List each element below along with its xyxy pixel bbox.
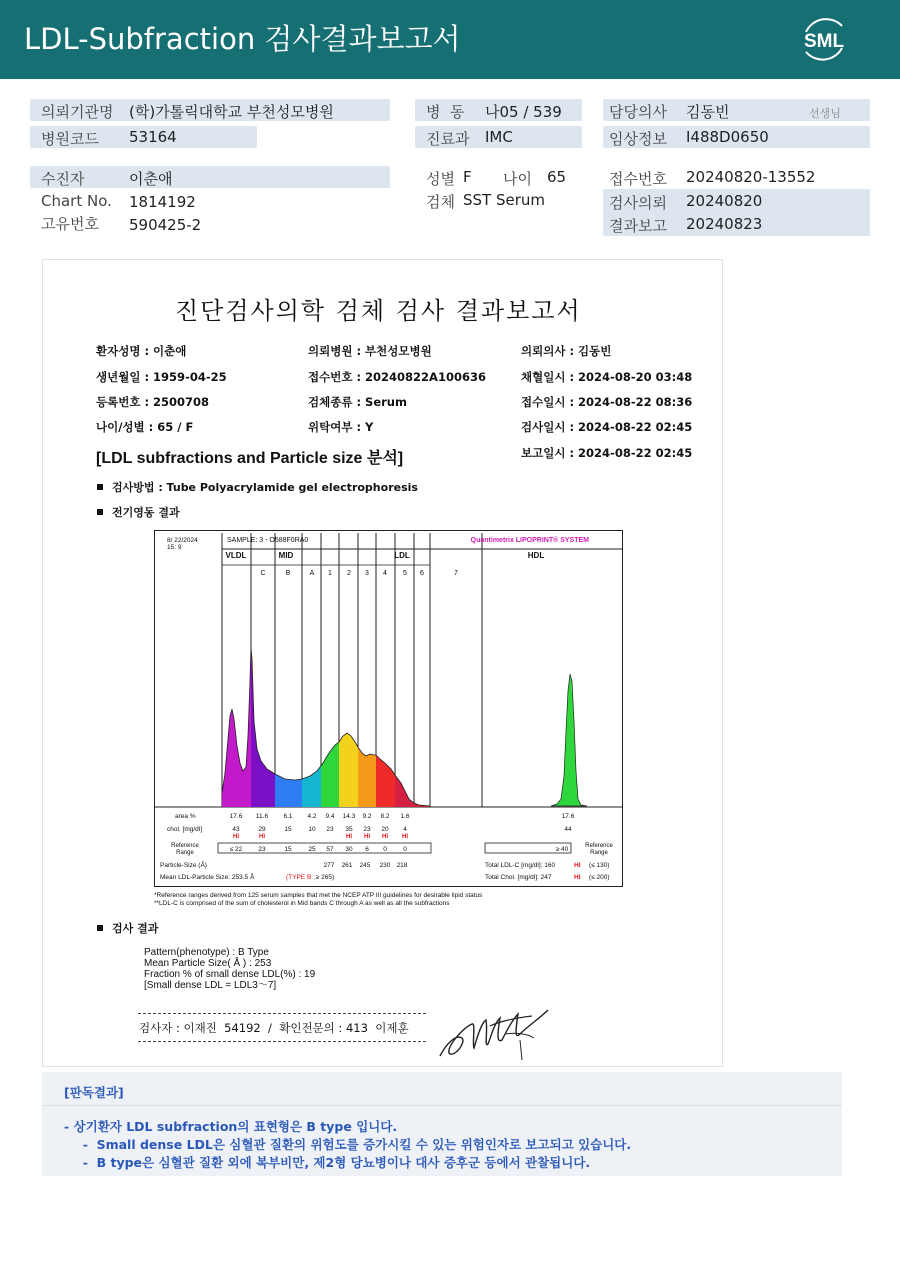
- report-field: 생년월일 : 1959-04-25: [96, 370, 227, 384]
- area-value: 9.2: [362, 813, 372, 820]
- hi-flag: HI: [346, 834, 352, 840]
- hi-flag: HI: [233, 834, 239, 840]
- hospital-code-label: 병원코드: [41, 130, 99, 148]
- total-chol-ref: (≤ 200): [589, 874, 610, 881]
- chart-no-value: 1814192: [129, 193, 196, 211]
- receipt-no-value: 20240820-13552: [686, 168, 816, 186]
- method-text: 검사방법 : Tube Polyacrylamide gel electrophoresis: [112, 481, 418, 494]
- dept-value: IMC: [485, 128, 513, 146]
- signature-image: [436, 1004, 551, 1066]
- hi-flag: HI: [364, 834, 370, 840]
- ref-value: 0: [383, 846, 387, 853]
- specimen-label: 검체: [426, 193, 455, 211]
- region-label: LDL: [394, 551, 410, 560]
- mean-ldl-type: (TYPE B: [286, 874, 312, 881]
- chol-value: 10: [308, 826, 316, 833]
- electrophoresis-chart: [154, 530, 623, 887]
- chol-value: 15: [284, 826, 292, 833]
- bullet: [97, 925, 103, 931]
- band-label: 7: [454, 570, 458, 577]
- particle-size: 230: [379, 862, 391, 869]
- report-field: 의뢰병원 : 부천성모병원: [308, 344, 432, 358]
- hospital-code-value: 53164: [129, 128, 177, 146]
- ref-label: Range: [590, 850, 608, 856]
- hi-flag: HI: [574, 874, 581, 881]
- ref-label: Reference: [585, 843, 613, 849]
- page-title: LDL-Subfraction 검사결과보고서: [24, 22, 461, 56]
- bullet: [97, 509, 103, 515]
- chol-value: 43: [232, 826, 240, 833]
- mean-ldl-ref: ;≥ 265): [314, 874, 335, 881]
- row-label: Particle-Size (Å): [160, 862, 207, 869]
- patient-value: 이춘애: [129, 170, 173, 188]
- chol-value: 35: [345, 826, 353, 833]
- report-field: 등록번호 : 2500708: [96, 395, 210, 409]
- report-field: 검체종류 : Serum: [308, 395, 407, 409]
- divider: [138, 1041, 426, 1042]
- footnote: **LDL-C is comprised of the sum of cholesterol in Mid bands C through A as well as all the subfractions: [154, 900, 450, 907]
- report-date-label: 결과보고: [609, 217, 667, 235]
- band-label: 6: [420, 570, 424, 577]
- ref-value: 23: [258, 846, 266, 853]
- result-line: Pattern(phenotype) : B Type: [144, 947, 269, 958]
- receipt-no-label: 접수번호: [609, 170, 667, 188]
- ref-value: 0: [403, 846, 407, 853]
- area-value: 6.1: [283, 813, 293, 820]
- band-fill: [339, 733, 358, 807]
- area-value: 9.4: [325, 813, 335, 820]
- area-value: 14.3: [342, 813, 356, 820]
- judgement-line: - B type은 심혈관 질환 외에 복부비만, 제2형 당뇨병이나 대사 증후군 등에서 관찰됩니다.: [74, 1155, 591, 1170]
- logo-text: SML: [803, 31, 845, 52]
- report-field: 의뢰의사 : 김동빈: [521, 344, 612, 358]
- row-label: Range: [176, 850, 194, 856]
- specimen-value: SST Serum: [463, 191, 546, 209]
- report-field: 보고일시 : 2024-08-22 02:45: [521, 446, 693, 460]
- chol-value: 23: [326, 826, 334, 833]
- clinical-value: I488D0650: [686, 128, 769, 146]
- area-value: 11.6: [255, 813, 269, 820]
- electro-heading: 전기영동 결과: [112, 506, 180, 519]
- report-field: 검사일시 : 2024-08-22 02:45: [521, 420, 693, 434]
- band-fill: [302, 766, 321, 807]
- result-line: Mean Particle Size( Å ) : 253: [144, 958, 272, 969]
- chart-sample: SAMPLE: 3 - O588F0RA0: [227, 537, 309, 544]
- band-label: 1: [328, 570, 332, 577]
- ward-value: 나05 / 539: [485, 103, 562, 121]
- report-field: 접수일시 : 2024-08-22 08:36: [521, 395, 693, 409]
- hdl-peak: [551, 674, 587, 806]
- report-field: 환자성명 : 이춘애: [96, 344, 187, 358]
- particle-size: 261: [341, 862, 353, 869]
- chol-value: 23: [363, 826, 371, 833]
- section-heading: [LDL subfractions and Particle size 분석]: [96, 450, 404, 467]
- divider: [138, 1013, 426, 1014]
- band-fill: [358, 747, 376, 807]
- doctor-suffix: 선생님: [809, 107, 841, 120]
- result-heading: 검사 결과: [112, 922, 159, 935]
- judgement-header: [42, 1072, 842, 1106]
- chart-svg: [155, 531, 622, 886]
- area-value: 17.6: [229, 813, 243, 820]
- doctor-value: 김동빈: [686, 103, 730, 121]
- region-label: MID: [278, 551, 294, 560]
- area-value: 8.2: [380, 813, 390, 820]
- band-label: 4: [383, 570, 387, 577]
- dept-label: 진료과: [426, 130, 470, 148]
- hi-flag: HI: [259, 834, 265, 840]
- unique-id-label: 고유번호: [41, 215, 99, 233]
- region-label: HDL: [527, 551, 545, 560]
- chart-date: 8/ 22/2024: [167, 537, 198, 544]
- row-label: Reference: [171, 843, 199, 849]
- band-label: C: [260, 570, 266, 577]
- page-header: [0, 0, 900, 79]
- ref-value: 15: [284, 846, 292, 853]
- footnote: *Reference ranges derived from 125 serum samples that met the NCEP ATP III guidelines for desirable lipid status: [154, 892, 483, 899]
- area-value: 4.2: [307, 813, 317, 820]
- ref-value: ≤ 22: [229, 846, 243, 853]
- chart-time: 15: 9: [167, 544, 182, 551]
- chol-value: 20: [381, 826, 389, 833]
- total-ldl: Total LDL-C [mg/dl]: 160: [485, 862, 556, 869]
- report-title: 진단검사의학 검체 검사 결과보고서: [175, 297, 582, 325]
- hospital-value: (학)가톨릭대학교 부천성모병원: [129, 103, 334, 121]
- chart-no-label: Chart No.: [41, 192, 112, 210]
- ref-value: 57: [326, 846, 334, 853]
- request-date-value: 20240820: [686, 192, 763, 210]
- total-ldl-ref: (≤ 130): [589, 862, 610, 869]
- patient-label: 수진자: [41, 170, 85, 188]
- ref-value: 25: [308, 846, 316, 853]
- row-label: chol. [mg/dl]: [167, 826, 203, 833]
- ward-label: 병 동: [426, 103, 465, 121]
- report-date-value: 20240823: [686, 215, 763, 233]
- sex-label: 성별: [426, 170, 455, 188]
- result-line: [Small dense LDL = LDL3～7]: [144, 980, 277, 991]
- chol-value: 29: [258, 826, 266, 833]
- band-label: 2: [347, 570, 351, 577]
- ref-value: ≥ 40: [555, 846, 569, 853]
- report-field: 채혈일시 : 2024-08-20 03:48: [521, 370, 693, 384]
- sex-value: F: [463, 168, 472, 186]
- ref-value: 6: [365, 846, 369, 853]
- band-label: A: [309, 570, 315, 577]
- total-chol: Total Chol. [mg/dl]: 247: [485, 874, 552, 881]
- mean-ldl-size: Mean LDL-Particle Size: 253.5 Å: [160, 874, 255, 881]
- row-label: area %: [175, 813, 196, 820]
- ref-value: 30: [345, 846, 353, 853]
- particle-size: 245: [359, 862, 371, 869]
- particle-size: 218: [396, 862, 408, 869]
- chart-brand: Quantimetrix LIPOPRINT® SYSTEM: [470, 537, 589, 544]
- bullet: [97, 484, 103, 490]
- hi-flag: HI: [402, 834, 408, 840]
- chol-value: 4: [403, 826, 407, 833]
- report-field: 접수번호 : 20240822A100636: [308, 370, 486, 384]
- report-field: 위탁여부 : Y: [308, 420, 374, 434]
- age-value: 65: [547, 168, 567, 186]
- sml-logo: [796, 12, 852, 66]
- unique-id-value: 590425-2: [129, 216, 202, 234]
- band-fill: [376, 755, 395, 807]
- signature-line: 검사자 : 이재진 54192 / 확인전문의 : 413 이제훈: [139, 1021, 409, 1035]
- band-fill: [395, 775, 414, 807]
- area-value: 17.6: [561, 813, 575, 820]
- band-label: 3: [365, 570, 369, 577]
- hi-flag: HI: [382, 834, 388, 840]
- clinical-label: 임상정보: [609, 130, 667, 148]
- particle-size: 277: [323, 862, 335, 869]
- band-fill: [222, 647, 251, 807]
- hi-flag: HI: [574, 862, 581, 869]
- judgement-line: - Small dense LDL은 심혈관 질환의 위험도를 증가시킬 수 있는 위험인자로 보고되고 있습니다.: [74, 1137, 632, 1152]
- result-line: Fraction % of small dense LDL(%) : 19: [144, 969, 316, 980]
- doctor-label: 담당의사: [609, 103, 667, 121]
- region-label: VLDL: [225, 551, 247, 560]
- report-field: 나이/성별 : 65 / F: [96, 420, 194, 434]
- judgement-title: [판독결과]: [64, 1085, 124, 1100]
- age-label: 나이: [503, 170, 532, 188]
- band-label: B: [285, 570, 291, 577]
- chol-value: 44: [564, 826, 572, 833]
- area-value: 1.6: [400, 813, 410, 820]
- band-label: 5: [403, 570, 407, 577]
- hospital-label: 의뢰기관명: [41, 103, 114, 121]
- judgement-line: - 상기환자 LDL subfraction의 표현형은 B type 입니다.: [64, 1119, 398, 1134]
- request-date-label: 검사의뢰: [609, 194, 667, 212]
- ref-box: [218, 843, 431, 853]
